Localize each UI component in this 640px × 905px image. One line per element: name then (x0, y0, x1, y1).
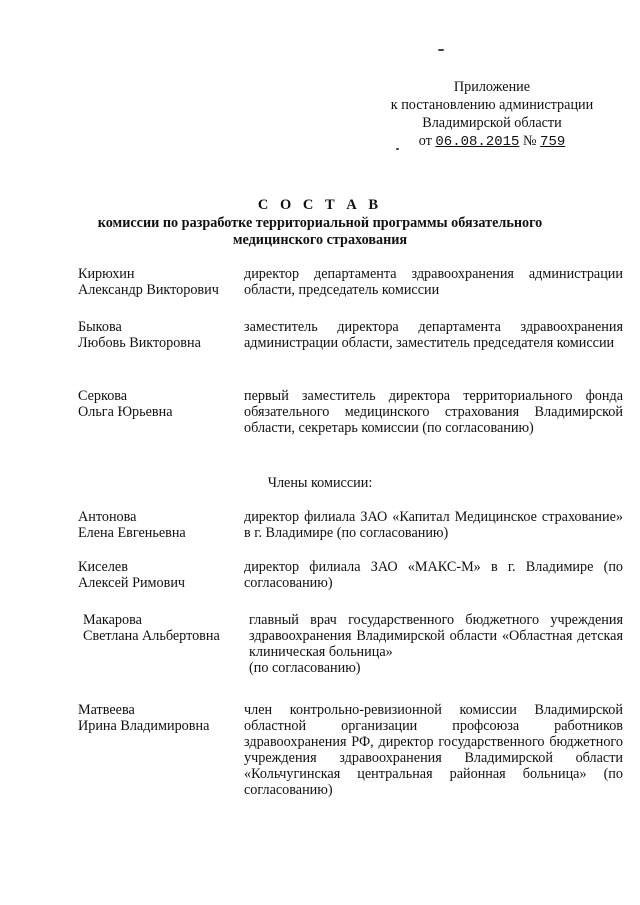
person-role (249, 613, 623, 677)
person-row (78, 267, 623, 299)
surname: Антонова (78, 509, 137, 525)
role-note: (по согласованию) (249, 659, 361, 676)
person-role: первый заместитель директора территориального фонда обязательного медицинского страхования Владимирской области, секретарь комиссии (по согласованию) (244, 388, 623, 436)
person-name (78, 320, 244, 352)
role-text: главный врач государственного бюджетного учреждения здравоохранения Владимирской области «Областная детская клиническая больница» (249, 612, 623, 660)
title-subtitle-1: комиссии по разработке территориальной программы обязательного (97, 215, 543, 231)
person-name (83, 613, 249, 677)
person-role: заместитель директора департамента здравоохранения администрации области, заместитель председателя комиссии (244, 319, 623, 351)
decree-date: 06.08.2015 (435, 134, 520, 150)
person-row (83, 613, 623, 677)
number-sign: № (522, 133, 537, 149)
person-name (78, 267, 244, 299)
surname: Матвеева (78, 702, 135, 718)
given-name: Любовь Викторовна (78, 334, 201, 351)
person-row (78, 703, 623, 798)
person-row (78, 389, 623, 437)
appendix-line-3: Владимирской области (422, 115, 562, 131)
person-name (78, 389, 244, 437)
given-name: Ирина Владимировна (78, 717, 210, 734)
person-name (78, 510, 244, 542)
document-title (0, 196, 640, 249)
surname: Кирюхин (78, 266, 135, 282)
person-role: директор филиала ЗАО «Капитал Медицинское страхование» в г. Владимире (по согласованию) (244, 509, 623, 541)
appendix-block (372, 78, 612, 151)
person-name (78, 560, 244, 592)
person-role: директор филиала ЗАО «МАКС-М» в г. Владимире (по согласованию) (244, 559, 623, 591)
given-name: Ольга Юрьевна (78, 403, 173, 420)
person-role: директор департамента здравоохранения администрации области, председатель комиссии (244, 266, 623, 298)
given-name: Светлана Альбертовна (83, 627, 220, 644)
given-name: Елена Евгеньевна (78, 524, 186, 541)
appendix-line-2: к постановлению администрации (390, 97, 594, 113)
person-row (78, 320, 623, 352)
date-prefix: от (418, 133, 432, 149)
given-name: Александр Викторович (78, 281, 219, 298)
surname: Макарова (83, 612, 142, 628)
appendix-line-1: Приложение (453, 79, 531, 95)
given-name: Алексей Римович (78, 574, 186, 591)
surname: Киселев (78, 559, 128, 575)
surname: Серкова (78, 388, 128, 404)
person-row (78, 510, 623, 542)
members-label: Члены комиссии: (267, 475, 373, 491)
appendix-date-line (372, 132, 612, 151)
surname: Быкова (78, 319, 122, 335)
decree-number: 759 (540, 134, 566, 150)
person-name (78, 703, 244, 798)
title-heading: С О С Т А В (257, 197, 383, 213)
person-row (78, 560, 623, 592)
title-subtitle-2: медицинского страхования (232, 232, 408, 248)
scan-mark (438, 49, 444, 51)
person-role: член контрольно-ревизионной комиссии Владимирской областной организации профсоюза работников здравоохранения РФ, директор государственного бюджетного учреждения здравоохранения Владимирской области «Кольчугинская центральная районная больница» (по согласованию) (244, 702, 623, 798)
